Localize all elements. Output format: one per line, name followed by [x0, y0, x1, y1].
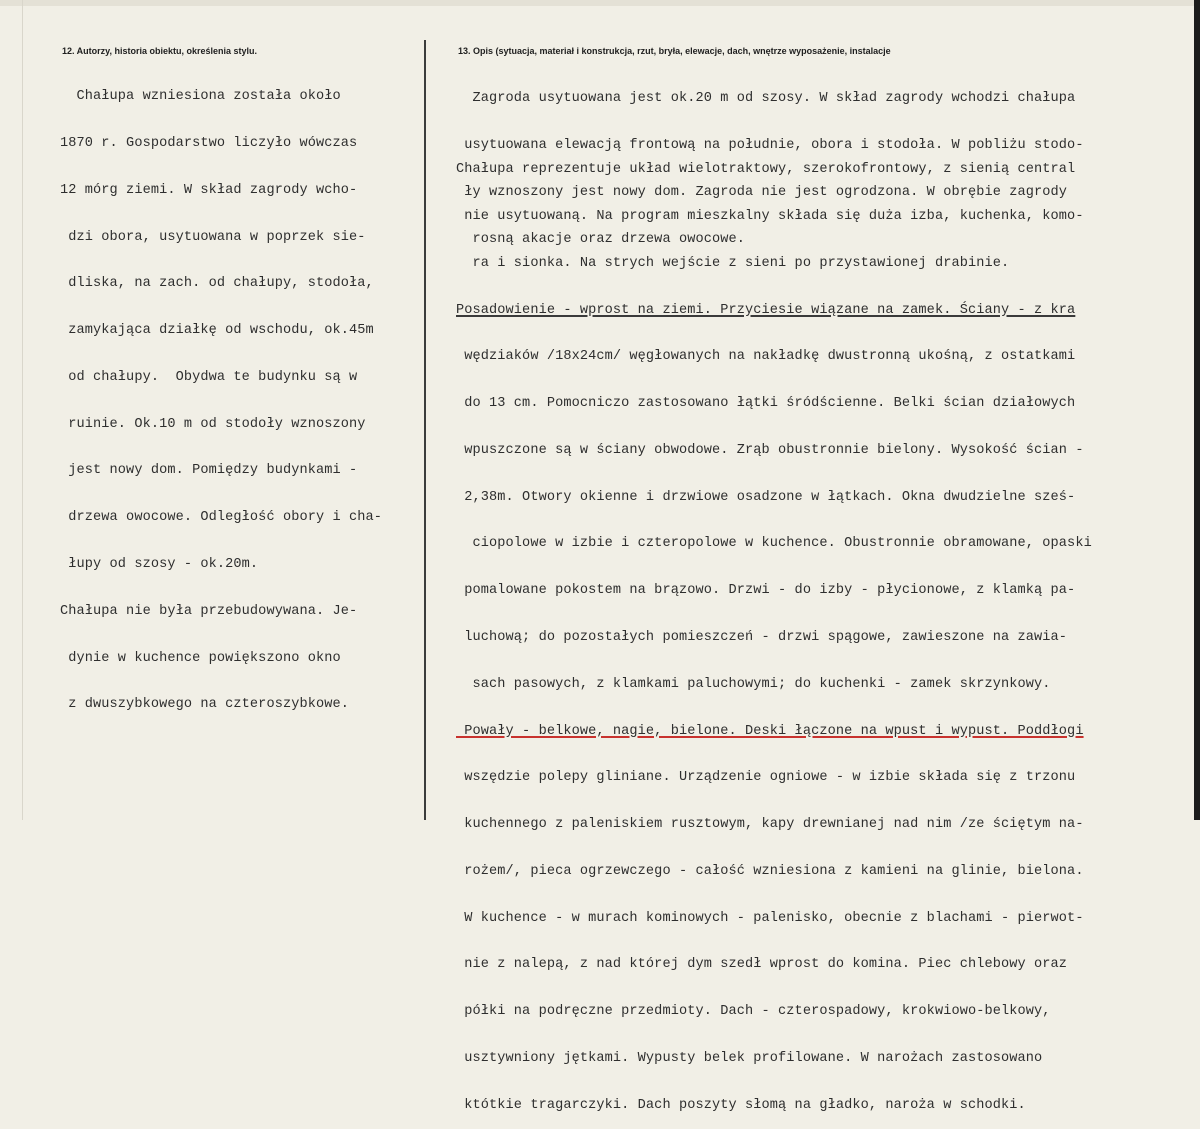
description-paragraph-2	[456, 131, 1092, 1129]
text-line: ły wznoszony jest nowy dom. Zagroda nie jest ogrodzona. W obrębie zagrody	[456, 184, 1068, 200]
text-line: do 13 cm. Pomocniczo zastosowano łątki śródścienne. Belki ścian działowych	[456, 396, 1076, 412]
text-line: wędziaków /18x24cm/ węgłowanych na nakładkę dwustronną ukośną, z ostatkami	[456, 349, 1076, 365]
text-line: rosną akacje oraz drzewa owocowe.	[456, 231, 746, 247]
text-line: ciopolowe w izbie i czteropolowe w kuchence. Obustronnie obramowane, opaski	[456, 536, 1092, 552]
scan-edge	[1194, 0, 1200, 820]
text-line: ra i sionka. Na strych wejście z sieni po przystawionej drabinie.	[456, 255, 1010, 271]
column-divider	[424, 40, 426, 820]
text-line: z dwuszybkowego na czteroszybkowe.	[60, 697, 350, 713]
text-line: Posadowienie - wprost na ziemi. Przyciesie wiązane na zamek. Ściany - z kra	[456, 302, 1076, 318]
text-line: nie usytuowaną. Na program mieszkalny składa się duża izba, kuchenka, komo-	[456, 208, 1084, 224]
text-line: od chałupy. Obydwa te budynku są w	[60, 369, 358, 385]
text-line: Chałupa wzniesiona została około	[60, 89, 341, 105]
text-line: 2,38m. Otwory okienne i drzwiowe osadzone w łątkach. Okna dwudzielne sześ-	[456, 489, 1076, 505]
text-line: łupy od szosy - ok.20m.	[60, 557, 259, 572]
text-line: jest nowy dom. Pomiędzy budynkami -	[60, 463, 358, 479]
text-line: 1870 r. Gospodarstwo liczyło wówczas	[60, 135, 358, 151]
text-line: 12 mórg ziemi. W skład zagrody wcho-	[60, 182, 358, 198]
text-line: Chałupa nie była przebudowywana. Je-	[60, 603, 358, 619]
text-line: drzewa owocowe. Odległość obory i cha-	[60, 510, 383, 526]
text-line: rożem/, pieca ogrzewczego - całość wzniesiona z kamieni na glinie, bielona.	[456, 863, 1084, 879]
text-line: Chałupa reprezentuje układ wielotraktowy, szerokofrontowy, z sienią central	[456, 162, 1076, 178]
text-line: luchową; do pozostałych pomieszczeń - drzwi spągowe, zawieszone na zawia-	[456, 630, 1068, 645]
section-13-heading: 13. Opis (sytuacja, materiał i konstrukcja, rzut, bryła, elewacje, dach, wnętrze wyposażenie, instalacje	[458, 46, 891, 56]
text-line: dliska, na zach. od chałupy, stodoła,	[60, 276, 374, 292]
history-text-column	[60, 58, 382, 729]
text-line: dzi obora, usytuowana w poprzek sie-	[60, 229, 366, 245]
text-line: nie z nalepą, z nad której dym szedł wprost do komina. Piec chlebowy oraz	[456, 957, 1068, 973]
text-line: usztywniony jętkami. Wypusty belek profilowane. W narożach zastosowano	[456, 1051, 1043, 1067]
text-line: zamykająca działkę od wschodu, ok.45m	[60, 323, 374, 339]
text-line: usytuowana elewacją frontową na południe, obora i stodoła. W pobliżu stodo-	[456, 137, 1084, 153]
text-line: Powały - belkowe, nagie, bielone. Deski łączone na wpust i wypust. Poddłogi	[456, 723, 1084, 739]
text-line: wszędzie polepy gliniane. Urządzenie ogniowe - w izbie składa się z trzonu	[456, 770, 1076, 786]
text-line: Zagroda usytuowana jest ok.20 m od szosy. W skład zagrody wchodzi chałupa	[456, 91, 1076, 107]
text-line: dynie w kuchence powiększono okno	[60, 650, 341, 666]
text-line: pomalowane pokostem na brązowo. Drzwi - do izby - płycionowe, z klamką pa-	[456, 583, 1076, 599]
text-line: kuchennego z paleniskiem rusztowym, kapy drewnianej nad nim /ze ściętym na-	[456, 817, 1084, 833]
text-line: W kuchence - w murach kominowych - palenisko, obecnie z blachami - pierwot-	[456, 910, 1084, 926]
page-margin-line	[22, 0, 23, 820]
section-12-heading: 12. Autorzy, historia obiektu, określenia stylu.	[62, 46, 258, 56]
text-line: ruinie. Ok.10 m od stodoły wznoszony	[60, 416, 366, 432]
text-line: półki na podręczne przedmioty. Dach - czterospadowy, krokwiowo-belkowy,	[456, 1004, 1051, 1020]
text-line: wpuszczone są w ściany obwodowe. Zrąb obustronnie bielony. Wysokość ścian -	[456, 442, 1084, 458]
text-line: któtkie tragarczyki. Dach poszyty słomą na gładko, naroża w schodki.	[456, 1097, 1026, 1113]
text-line: sach pasowych, z klamkami paluchowymi; do kuchenki - zamek skrzynkowy.	[456, 676, 1051, 692]
page-top-edge	[0, 0, 1200, 6]
